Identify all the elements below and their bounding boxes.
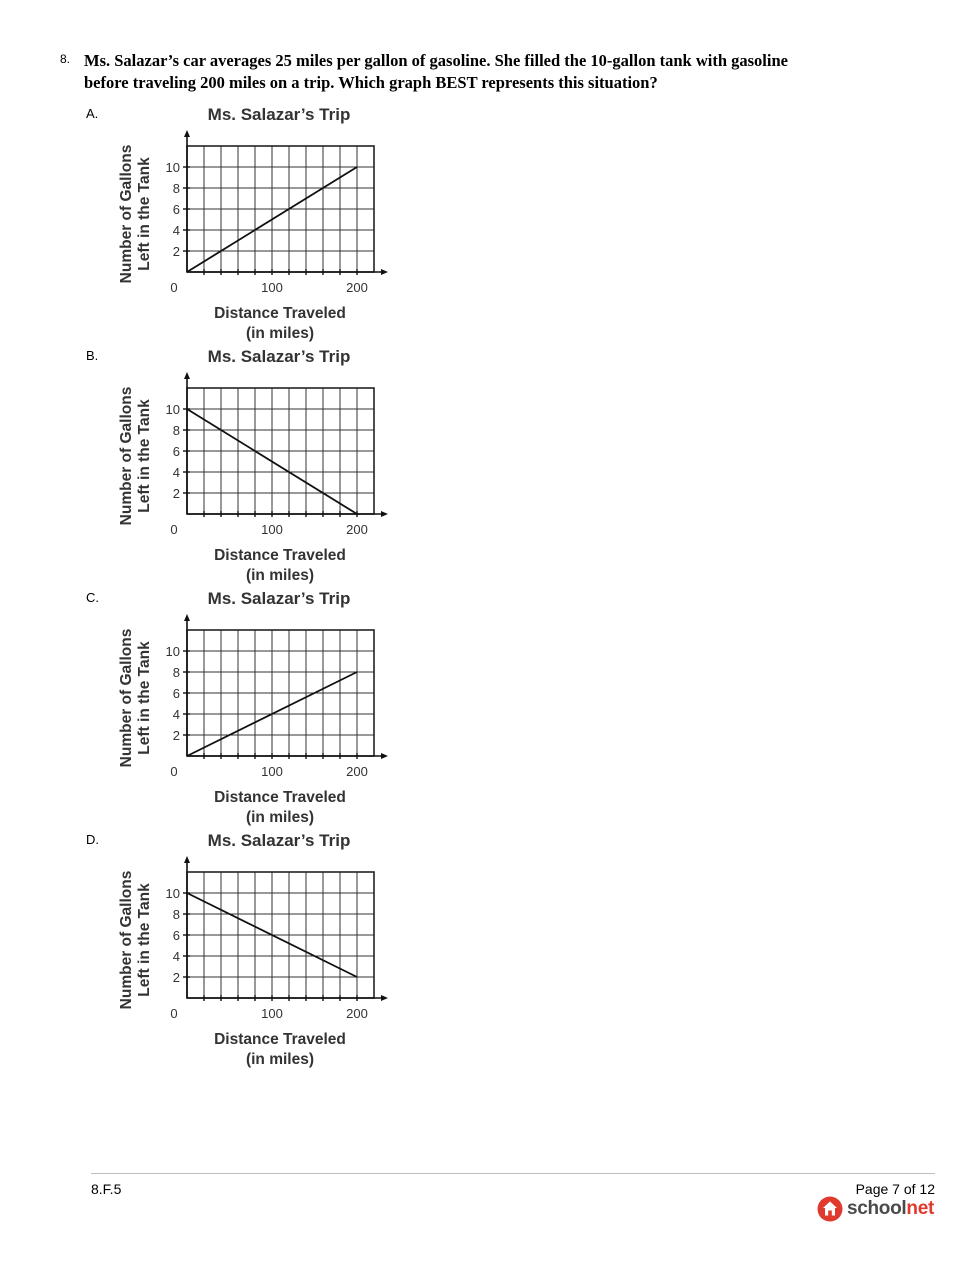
x-axis-label: Distance Traveled <box>214 305 346 322</box>
x-tick-label: 100 <box>261 280 283 295</box>
standard-code: 8.F.5 <box>91 1181 122 1197</box>
choice-letter: D. <box>86 832 99 847</box>
x-axis-label: (in miles) <box>245 567 315 584</box>
x-axis-arrow <box>381 511 388 517</box>
y-axis-label: Number of Gallons <box>118 628 135 768</box>
x-axis-arrow <box>381 269 388 275</box>
origin-label: 0 <box>170 764 178 779</box>
y-axis-label: Number of Gallons <box>118 386 135 526</box>
house-icon <box>817 1196 843 1222</box>
y-axis-label: Number of Gallons <box>118 870 135 1010</box>
y-tick-label: 6 <box>172 202 180 217</box>
answer-choice-c[interactable] <box>86 590 406 830</box>
y-tick-label: 2 <box>172 486 180 501</box>
x-axis-label: Distance Traveled <box>214 547 346 564</box>
y-tick-label: 4 <box>172 707 180 722</box>
y-axis-label: Left in the Tank <box>136 157 153 271</box>
y-axis-arrow <box>184 130 190 137</box>
brand-name: schoolnet <box>846 1198 934 1219</box>
y-tick-label: 6 <box>172 686 180 701</box>
y-axis-label: Number of Gallons <box>118 144 135 284</box>
y-tick-label: 2 <box>172 970 180 985</box>
y-tick-label: 8 <box>172 665 180 680</box>
x-tick-label: 200 <box>346 764 368 779</box>
x-axis-arrow <box>381 995 388 1001</box>
y-tick-label: 6 <box>172 444 180 459</box>
chart-title: Ms. Salazar’s Trip <box>207 590 351 608</box>
x-tick-label: 200 <box>346 1006 368 1021</box>
y-tick-label: 2 <box>172 728 180 743</box>
origin-label: 0 <box>170 522 178 537</box>
x-axis-label: (in miles) <box>245 809 315 826</box>
y-tick-label: 2 <box>172 244 180 259</box>
y-tick-label: 4 <box>172 949 180 964</box>
choice-letter: A. <box>86 106 99 121</box>
x-tick-label: 100 <box>261 522 283 537</box>
y-tick-label: 8 <box>172 181 180 196</box>
footer-divider <box>91 1173 935 1174</box>
y-axis-arrow <box>184 614 190 621</box>
chart-title: Ms. Salazar’s Trip <box>207 832 351 850</box>
y-axis-label-group <box>118 629 153 768</box>
x-axis-label: Distance Traveled <box>214 1031 346 1048</box>
answer-choice-a[interactable] <box>86 106 406 346</box>
y-tick-label: 4 <box>172 223 180 238</box>
trip-graph <box>86 106 406 346</box>
x-tick-label: 100 <box>261 764 283 779</box>
y-tick-label: 10 <box>165 886 180 901</box>
trip-graph <box>86 590 406 830</box>
y-tick-label: 8 <box>172 907 180 922</box>
choice-letter: B. <box>86 348 99 363</box>
y-axis-label-group <box>118 145 153 284</box>
y-tick-label: 4 <box>172 465 180 480</box>
x-axis-arrow <box>381 753 388 759</box>
schoolnet-logo <box>817 1196 934 1222</box>
question-text: Ms. Salazar’s car averages 25 miles per gallon of gasoline. She filled the 10-gallon tank with gasoline before traveling 200 miles on a trip. Which graph BEST represents this situation? <box>84 51 788 92</box>
x-tick-label: 100 <box>261 1006 283 1021</box>
trip-graph <box>86 832 406 1072</box>
y-axis-arrow <box>184 372 190 379</box>
x-tick-label: 200 <box>346 522 368 537</box>
y-axis-label: Left in the Tank <box>136 883 153 997</box>
y-axis-arrow <box>184 856 190 863</box>
x-axis-label: Distance Traveled <box>214 789 346 806</box>
y-tick-label: 10 <box>165 644 180 659</box>
y-tick-label: 8 <box>172 423 180 438</box>
chart-title: Ms. Salazar’s Trip <box>207 106 351 124</box>
question-number: 8. <box>60 52 71 66</box>
y-axis-label: Left in the Tank <box>136 641 153 755</box>
choice-letter: C. <box>86 590 99 605</box>
page-number: Page 7 of 12 <box>855 1181 935 1197</box>
y-axis-label-group <box>118 387 153 526</box>
y-axis-label: Left in the Tank <box>136 399 153 513</box>
y-tick-label: 10 <box>165 402 180 417</box>
answer-choice-b[interactable] <box>86 348 406 588</box>
answer-choice-d[interactable] <box>86 832 406 1072</box>
x-tick-label: 200 <box>346 280 368 295</box>
y-axis-label-group <box>118 871 153 1010</box>
y-tick-label: 10 <box>165 160 180 175</box>
x-axis-label: (in miles) <box>245 1051 315 1068</box>
origin-label: 0 <box>170 1006 178 1021</box>
x-axis-label: (in miles) <box>245 325 315 342</box>
origin-label: 0 <box>170 280 178 295</box>
trip-graph <box>86 348 406 588</box>
y-tick-label: 6 <box>172 928 180 943</box>
chart-title: Ms. Salazar’s Trip <box>207 348 351 366</box>
